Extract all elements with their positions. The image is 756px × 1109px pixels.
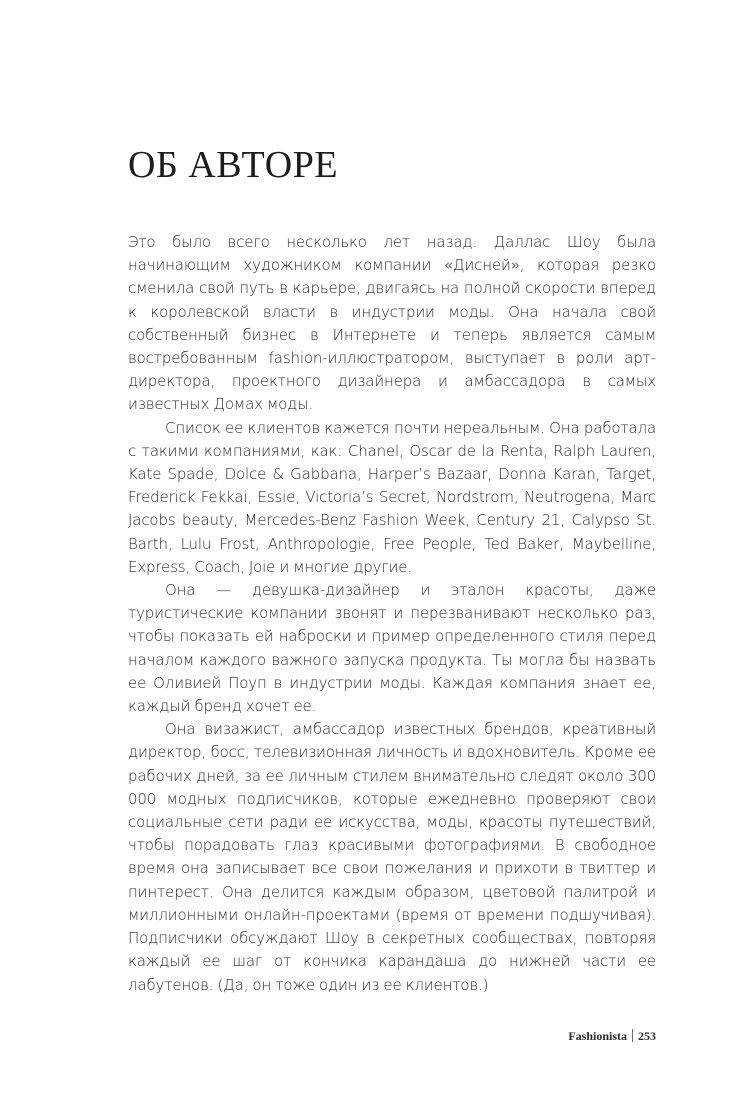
- footer-book-title: Fashionista: [568, 1029, 627, 1043]
- running-footer: [568, 1029, 656, 1044]
- page-title: ОБ АВТОРЕ: [128, 144, 339, 186]
- paragraph-intro: Это было всего несколько лет назад. Даллас Шоу была начинающим художником компании «Дисней», которая резко сменила свой путь в карьере, двигаясь на полной скорости вперед к королевской власти в индустрии моды. Она начала свой собственный бизнес в Интернете и теперь является самым востребованным fashion-иллюстратором, выступает в роли арт-директора, проектного дизайнера и амбассадора в самых известных Домах моды.: [128, 233, 656, 414]
- page-number: 253: [638, 1029, 656, 1043]
- footer-divider: [632, 1029, 633, 1042]
- body-text: [128, 231, 656, 997]
- paragraph-influencer: Она визажист, амбассадор известных брендов, креативный директор, босс, телевизионная личность и вдохновитель. Кроме ее рабочих дней, за ее личным стилем внимательно следят около 300 000 модных подписчиков, которые ежедневно проверяют свои социальные сети ради ее искусства, моды, красоты путешествий, чтобы порадовать глаз красивыми фотографиями. В свободное время она записывает все свои пожелания и прихоти в твиттер и пинтерест. Она делится каждым образом, цветовой палитрой и миллионными онлайн-проектами (время от времени подшучивая). Подписчики обсуждают Шоу в секретных сообществах, повторяя каждый ее шаг от кончика карандаша до нижней части ее лабутенов. (Да, он тоже один из ее клиентов.): [128, 720, 656, 994]
- paragraph-designer: Она — девушка-дизайнер и эталон красоты, даже туристические компании звонят и перезванивают несколько раз, чтобы показать ей наброски и пример определенного стиля перед началом каждого важного запуска продукта. Ты могла бы назвать ее Оливией Поуп в индустрии моды. Каждая компания знает ее, каждый бренд хочет ее.: [128, 581, 656, 716]
- paragraph-clients: Список ее клиентов кажется почти нереальным. Она работала с такими компаниями, как: Chanel, Oscar de la Renta, Ralph Lauren, Kate Spade, Dolce & Gabbana, Harper’s Bazaar, Donna Karan, Target, Frederick Fekkai, Essie, Victoria’s Secret, Nordstrom, Neutrogena, Marc Jacobs beauty, Mercedes-Benz Fashion Week, Century 21, Calypso St. Barth, Lulu Frost, Anthropologie, Free People, Ted Baker, Maybelline, Express, Coach, Joie и многие другие.: [128, 418, 656, 576]
